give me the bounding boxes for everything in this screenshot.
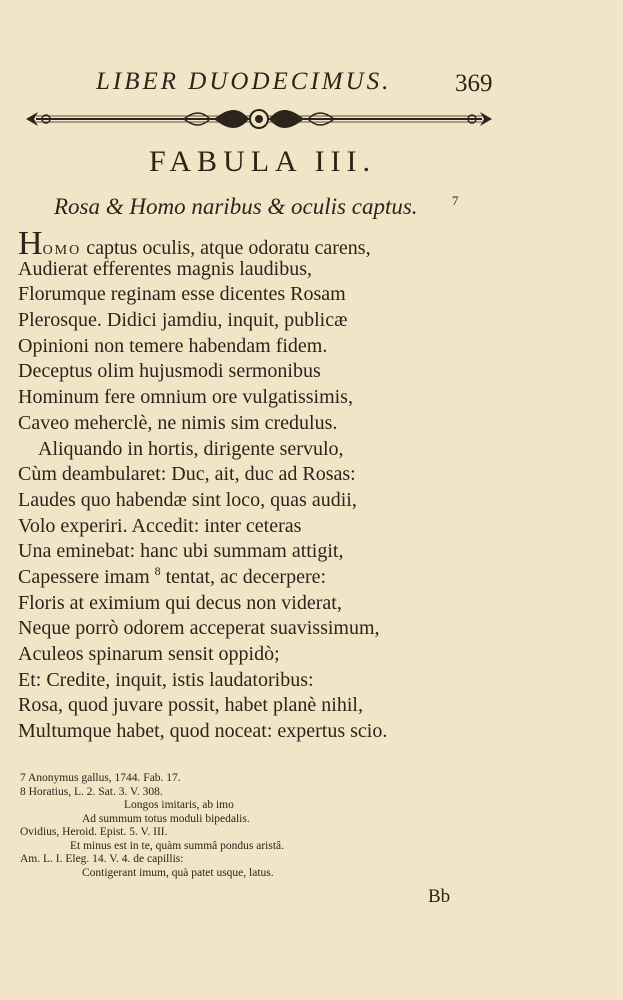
verse-line: Multumque habet, quod noceat: expertus scio. bbox=[18, 720, 388, 743]
verse-line-end: tentat, ac decerpere: bbox=[160, 565, 327, 588]
fable-subtitle: Rosa & Homo naribus & oculis captus. bbox=[54, 194, 418, 219]
decorative-rule-ornament bbox=[24, 104, 494, 134]
verse-line: Una eminebat: hanc ubi summam attigit, bbox=[18, 540, 344, 563]
footnote: 7 Anonymus gallus, 1744. Fab. 17. bbox=[20, 772, 181, 784]
footnote-quote: Longos imitaris, ab imo bbox=[124, 799, 234, 811]
catchword: Bb bbox=[428, 886, 451, 907]
verse-line: Volo experiri. Accedit: inter ceteras bbox=[18, 514, 302, 537]
fable-title: FABULA III. bbox=[148, 145, 377, 178]
verse-line: Cùm deambularet: Duc, ait, duc ad Rosas: bbox=[18, 463, 356, 486]
verse-line: Et: Credite, inquit, istis laudatoribus: bbox=[18, 668, 314, 691]
page-number: 369 bbox=[455, 70, 493, 97]
verse-line-with-note bbox=[18, 565, 458, 591]
verse-body bbox=[18, 225, 458, 745]
verse-line: Audierat efferentes magnis laudibus, bbox=[18, 257, 312, 280]
verse-line-1 bbox=[18, 225, 458, 262]
footnote: 8 Horatius, L. 2. Sat. 3. V. 308. bbox=[20, 785, 163, 798]
verse-line: Florumque reginam esse dicentes Rosam bbox=[18, 283, 346, 306]
footnotes bbox=[20, 772, 460, 880]
footnote: Am. L. I. Eleg. 14. V. 4. de capillis: bbox=[20, 853, 184, 865]
verse-line: Caveo meherclè, ne nimis sim credulus. bbox=[18, 411, 338, 434]
drop-capital: H bbox=[18, 225, 43, 262]
running-title: LIBER DUODECIMUS. bbox=[96, 68, 392, 95]
verse-line: Rosa, quod juvare possit, habet planè nihil, bbox=[18, 694, 363, 717]
opening-rest: captus oculis, atque odoratu carens, bbox=[81, 237, 371, 259]
opening-smallcaps: OMO bbox=[42, 243, 82, 258]
footnote-marker: 8 bbox=[154, 563, 161, 578]
footnote-quote: Ad summum totus moduli bipedalis. bbox=[82, 812, 250, 825]
verse-line: Hominum fere omnium ore vulgatissimis, bbox=[18, 386, 353, 409]
verse-line: Aliquando in hortis, dirigente servulo, bbox=[38, 437, 344, 460]
verse-line: Aculeos spinarum sensit oppidò; bbox=[18, 643, 280, 665]
verse-line: Laudes quo habendæ sint loco, quas audii, bbox=[18, 488, 357, 511]
footnote-quote: Contigerant imum, quà patet usque, latus. bbox=[82, 866, 274, 879]
verse-line: Floris at eximium qui decus non viderat, bbox=[18, 591, 342, 614]
verse-line: Plerosque. Didici jamdiu, inquit, publicæ bbox=[18, 309, 348, 332]
subtitle-footnote-marker: 7 bbox=[452, 193, 459, 208]
footnote: Ovidius, Heroid. Epist. 5. V. III. bbox=[20, 826, 168, 838]
verse-line-start: Capessere imam bbox=[18, 565, 150, 588]
footnote-quote: Et minus est in te, quàm summâ pondus aristâ. bbox=[70, 839, 285, 852]
verse-line: Neque porrò odorem acceperat suavissimum, bbox=[18, 617, 380, 640]
verse-line: Deceptus olim hujusmodi sermonibus bbox=[18, 360, 321, 383]
verse-line: Opinioni non temere habendam fidem. bbox=[18, 334, 328, 357]
